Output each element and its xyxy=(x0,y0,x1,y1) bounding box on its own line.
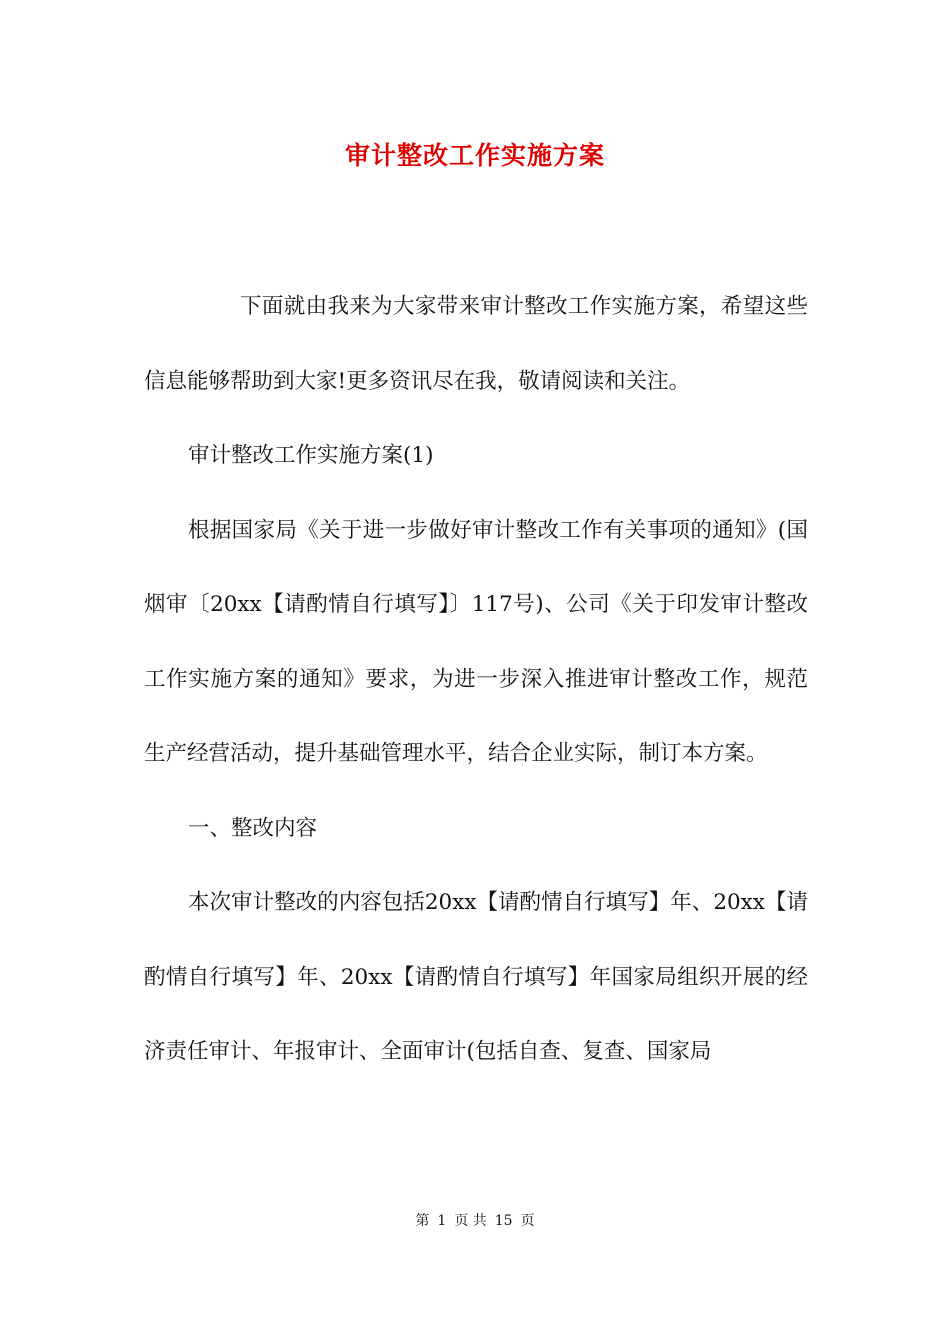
footer-prefix: 第 xyxy=(415,1213,430,1229)
footer-middle: 页 共 xyxy=(454,1213,487,1229)
document-body xyxy=(144,270,808,1090)
document-title: 审计整改工作实施方案 xyxy=(344,141,605,170)
paragraph-content: 本次审计整改的内容包括20xx【请酌情自行填写】年、20xx【请酌情自行填写】年、20xx【请酌情自行填写】年国家局组织开展的经济责任审计、年报审计、全面审计(包括自查、复查、国家局 xyxy=(144,890,808,1064)
paragraph-heading-content: 一、整改内容 xyxy=(188,815,318,841)
paragraph-section-heading: 审计整改工作实施方案(1) xyxy=(188,443,434,468)
page-footer xyxy=(0,1210,950,1230)
paragraph-basis: 根据国家局《关于进一步做好审计整改工作有关事项的通知》(国烟审〔20xx【请酌情自行填写】〕117号)、公司《关于印发审计整改工作实施方案的通知》要求，为进一步深入推进审计整改工作，规范生产经营活动，提升基础管理水平，结合企业实际，制订本方案。 xyxy=(144,517,808,766)
paragraph-intro: 下面就由我来为大家带来审计整改工作实施方案，希望这些信息能够帮助到大家!更多资讯尽在我，敬请阅读和关注。 xyxy=(144,294,808,394)
footer-total-pages: 15 xyxy=(494,1213,513,1229)
footer-suffix: 页 xyxy=(520,1213,535,1229)
footer-current-page: 1 xyxy=(437,1213,447,1229)
